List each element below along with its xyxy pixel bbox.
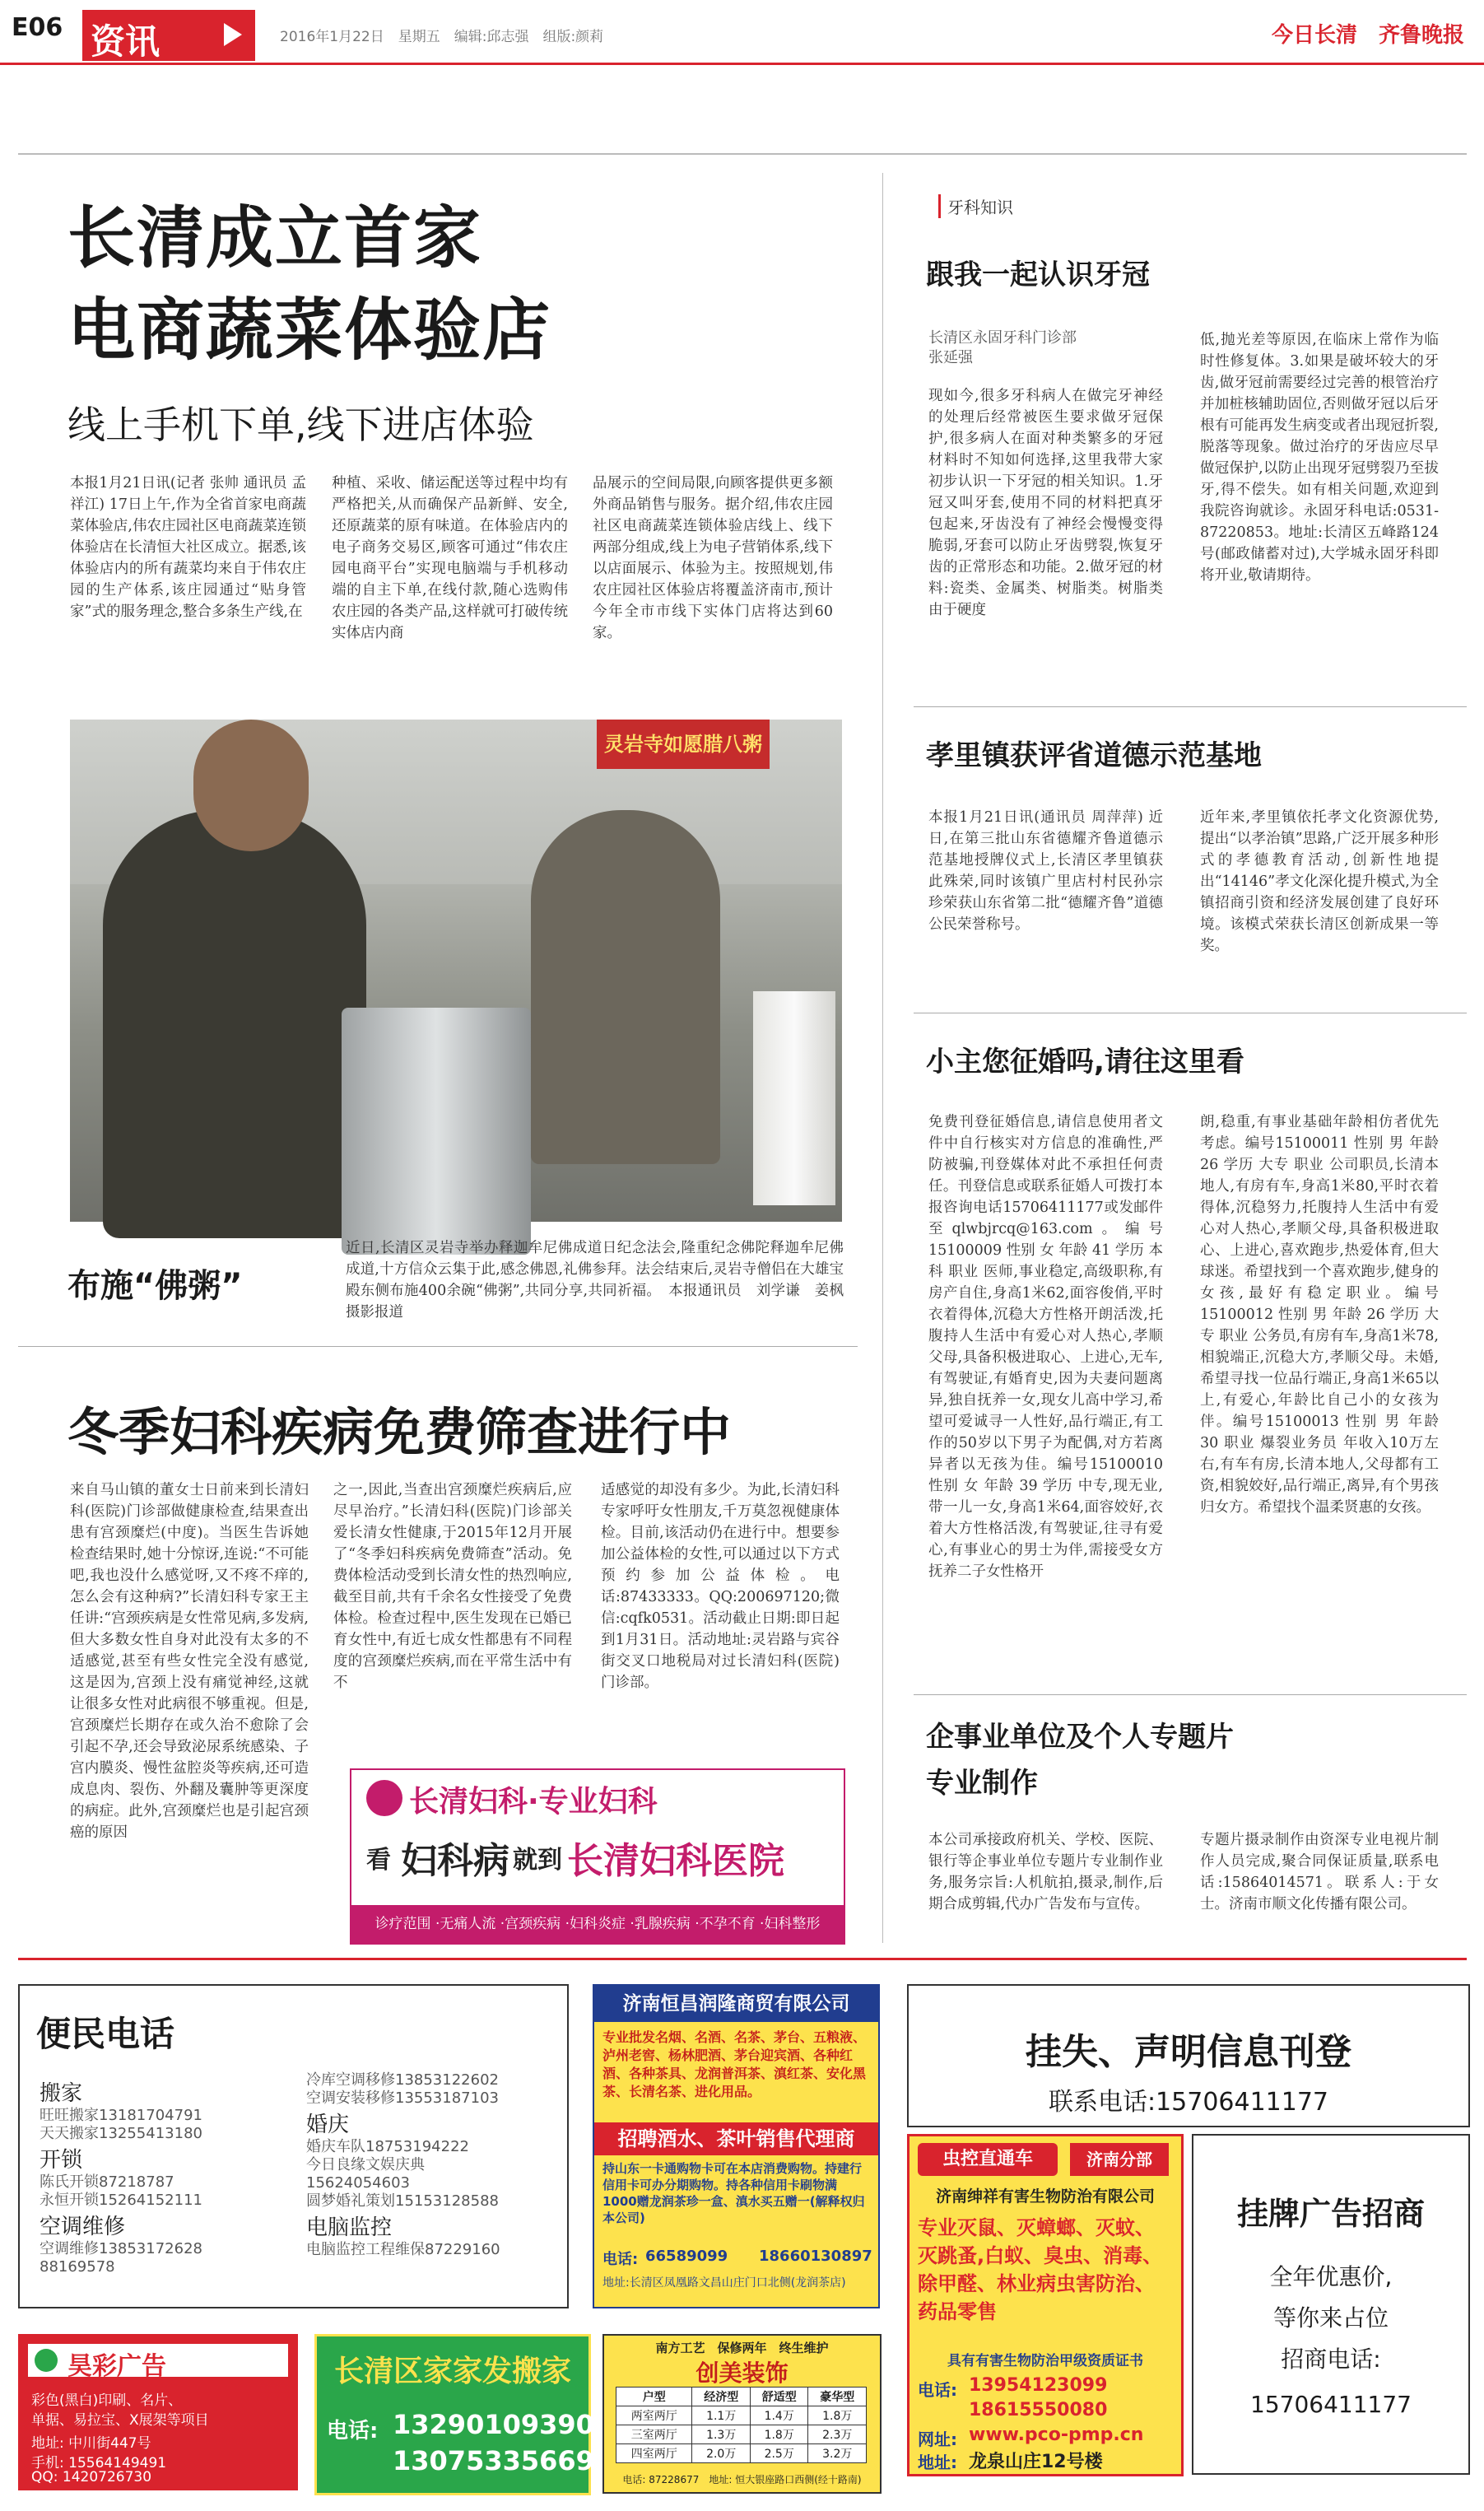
marriage-col1: 免费刊登征婚信息,请信息使用者文件中自行核实对方信息的准确性,严防被骗,刊登媒体对此不承担任何责任。刊登信息或联系征婚人可拨打本报咨询电话15706411177或发邮件至qlwbjrcq@163.com。编号15100009 性别 女 年龄 41 学历 本科 职业 医师,事业稳定,高级职称,有房产自住,身高1米62,面容俊俏,平时衣着得体,沉稳大方性格开朗活泼,托腹持人生活中有爱心对人热心,孝顺父母,具备积极进取心、上进心,无车,有驾驶证,有婚育史,因为夫妻问题离异,独自抚养一女,现女儿高中学习,希望可爱诚寻一人性好,品行端正,有工作的50岁以下男子为配偶,对方若离异者以无孩为佳。编号15100010 性别 女 年龄 39 学历 中专,现无业,带一儿一女,身高1米64,面容姣好,衣着大方性格活泼,有驾驶证,往寻有爱心,有事业心的男士为伴,需接受女方抚养二子女性格开 — [928, 1114, 1163, 1580]
table-cell: 三室两厅 — [616, 2425, 692, 2444]
classified-entry: 今日良缘文娱庆典 — [306, 2156, 425, 2173]
lead-title-2: 电商蔬菜体验店 — [67, 291, 552, 370]
ad-lost-title: 挂失、声明信息刊登 — [1026, 2031, 1351, 2073]
table-cell: 1.4万 — [750, 2406, 808, 2425]
ad-liquor-tel-label: 电话: — [602, 2251, 639, 2268]
ad-placement-title: 挂牌广告招商 — [1236, 2196, 1425, 2232]
ad-moving-tel-label: 电话: — [327, 2419, 379, 2443]
ad-moving-name: 长清区家家发搬家 — [333, 2355, 571, 2388]
table-cell: 两室两厅 — [616, 2406, 692, 2425]
company-title-2: 专业制作 — [926, 1767, 1038, 1800]
ad-deco — [602, 2334, 882, 2494]
classified-entry: 圆梦婚礼策划15153128588 — [306, 2192, 499, 2210]
table-cell: 1.1万 — [692, 2406, 751, 2425]
table-header: 豪华型 — [808, 2388, 867, 2406]
divider — [914, 706, 1467, 707]
classified-label: 开锁 — [40, 2148, 83, 2173]
village-col2: 近年来,孝里镇依托孝文化资源优势,提出“以孝治镇”思路,广泛开展多种形式的孝德教育活动,创新性地提出“14146”孝文化深化提升模式,为全镇招商引资和经济发展创建了良好环境。该模式荣获长清区创新成果一等奖。 — [1200, 809, 1439, 954]
ad-pest-tel1: 13954123099 — [969, 2375, 1108, 2396]
ad-liquor-promo: 持山东一卡通购物卡可在本店消费购物。持建行信用卡可办分期购物。持各种信用卡刷物满1000赠龙润茶珍一盒、滇水买五赠一(解释权归本公司) — [602, 2161, 865, 2225]
lead-col2: 种植、采收、储运配送等过程中均有严格把关,从而确保产品新鲜、安全,还原蔬菜的原有味道。在体验店内的电子商务交易区,顾客可通过“伟农庄园电商平台”实现电脑端与手机移动端的自主下单,在线付款,随心选购伟农庄园的各类产品,这样就可打破传统实体店内商 — [332, 475, 568, 641]
ad-deco-footer: 电话: 87228677 地址: 恒大银座路口西侧(经十路南) — [622, 2474, 862, 2485]
table-cell: 1.8万 — [808, 2406, 867, 2425]
divider — [18, 1346, 858, 1347]
photo-caption: 近日,长清区灵岩寺举办释迦牟尼佛成道日纪念法会,隆重纪念佛陀释迦牟尼佛成道,十方信众云集于此,感念佛恩,礼佛参拜。法会结束后,灵岩寺僧侣在大雄宝殿东侧布施400余碗“佛粥”,共同分享,共同祈福。 本报通讯员 刘学谦 姜枫 摄影报道 — [346, 1240, 858, 1321]
classified-entry: 15624054603 — [306, 2174, 410, 2192]
lead-title-1: 长清成立首家 — [67, 199, 483, 277]
table-row — [616, 2444, 867, 2463]
lead-subtitle: 线上手机下单,线下进店体验 — [67, 403, 534, 447]
classified-entry: 婚庆车队18753194222 — [306, 2138, 469, 2155]
classified-label: 婚庆 — [306, 2113, 350, 2137]
company-col2: 专题片摄录制作由资深专业电视片制作人员完成,聚合同保证质量,联系电话:15864014571。联系人:于女士。济南市顺文化传播有限公司。 — [1200, 1832, 1439, 1912]
ad-pest — [907, 2134, 1184, 2476]
table-row — [616, 2425, 867, 2444]
divider — [914, 1694, 1467, 1695]
health-col2: 之一,因此,当查出宫颈糜烂疾病后,应尽早治疗。”长清妇科(医院)门诊部关爱长清女性健康,于2015年12月开展了“冬季妇科疾病免费筛查”活动。免费体检活动受到长清女性的热烈响应,截至目前,共有千余名女性接受了免费体检。检查过程中,医生发现在已婚已育女性中,有近七成女性都患有不同程度的宫颈糜烂疾病,而在平常生活中有不 — [333, 1482, 572, 1691]
ad-pest-tel-label: 电话: — [918, 2380, 957, 2400]
hospital-ad-word1: 看 — [366, 1846, 391, 1875]
ad-pest-badge: 虫控直通车 — [918, 2143, 1058, 2176]
table-header: 户型 — [616, 2388, 692, 2406]
table-cell: 2.3万 — [808, 2425, 867, 2444]
hospital-logo-icon — [366, 1780, 402, 1816]
teeth-col1: 现如今,很多牙科病人在做完牙神经的处理后经常被医生要求做牙冠保护,很多病人在面对种类繁多的牙冠材料时不知如何选择,这里我带大家初步认识一下牙冠的相关知识。1.牙冠又叫牙套,使用不同的材料把真牙包起来,牙齿没有了神经会慢慢变得脆弱,牙套可以防止牙齿劈裂,恢复牙齿的正常形态和功能。2.做牙冠的材料:瓷类、金属类、树脂类。树脂类由于硬度 — [928, 388, 1163, 618]
table-cell: 1.8万 — [750, 2425, 808, 2444]
marriage-title: 小主您征婚吗,请往这里看 — [926, 1046, 1244, 1078]
ad-placement — [1192, 2134, 1470, 2475]
ad-pest-web-label: 网址: — [918, 2429, 957, 2449]
ad-deco-name: 创美装饰 — [695, 2360, 789, 2387]
table-cell: 1.3万 — [692, 2425, 751, 2444]
classified-label: 空调维修 — [40, 2215, 126, 2239]
company-title-1: 企事业单位及个人专题片 — [926, 1721, 1234, 1754]
teeth-column-tag: 牙科知识 — [938, 194, 1013, 218]
divider — [18, 153, 1467, 155]
teeth-col2: 低,抛光差等原因,在临床上常作为临时性修复体。3.如果是破坏较大的牙齿,做牙冠前需要经过完善的根管治疗并加桩核辅助固位,否则做牙冠以后牙根有可能再发生病变或者出现冠折裂,脱落等现象。做过治疗的牙齿应尽早做冠保护,以防止出现牙冠劈裂乃至拔牙,得不偿失。如有相关问题,欢迎到我院咨询就诊。永固牙科电话:0531-87220853。地址:长清区五峰路124号(邮政储蓄对过),大学城永固牙科即将开业,敬请期待。 — [1200, 332, 1439, 584]
hospital-ad-word3: 就到 — [513, 1846, 562, 1875]
table-row — [616, 2406, 867, 2425]
arrow-right-icon — [224, 23, 242, 46]
ad-placement-tel: 15706411177 — [1250, 2391, 1412, 2418]
photo-title: 布施“佛粥” — [67, 1267, 243, 1305]
classifieds-title: 便民电话 — [36, 2014, 175, 2054]
hospital-ad-services: 诊疗范围 ·无痛人流 ·宫颈疾病 ·妇科炎症 ·乳腺疾病 ·不孕不育 ·妇科整形 — [351, 1905, 844, 1943]
hospital-ad-word2: 妇科病 — [401, 1840, 509, 1882]
classified-label: 电脑监控 — [306, 2215, 393, 2240]
classified-entry: 天天搬家13255413180 — [40, 2125, 202, 2142]
ad-pest-address: 龙泉山庄12号楼 — [969, 2452, 1103, 2472]
classifieds-col2 — [306, 2071, 553, 2259]
marriage-col2: 朗,稳重,有事业基础年龄相仿者优先考虑。编号15100011 性别 男 年龄 26 学历 大专 职业 公司职员,长清本地人,有房有车,身高1米80,平时衣着得体,沉稳努力,托腹持人生活中有爱心对人热心,孝顺父母,具备积极进取心、上进心,喜欢跑步,热爱体育,但大球迷。希望找到一个喜欢跑步,健身的女孩,最好有稳定职业。编号15100012 性别 男 年龄 26 学历 大专 职业 公务员,有房有车,身高1米78,相貌端正,沉稳大方,孝顺父母。未婚,希望寻找一位品行端正,身高1米65以上,有爱心,年龄比自己小的女孩为伴。编号15100013 性别 男 年龄 30 职业 爆裂业务员 年收入10万左右,有车有房,长清本地人,父母都有工资,相貌姣好,品行端正,离异,有个男孩归女方。希望找个温柔贤惠的女孩。 — [1200, 1114, 1439, 1516]
classified-entry: 空调安装移修13553187103 — [306, 2089, 499, 2107]
table-cell: 3.2万 — [808, 2444, 867, 2463]
company-col1: 本公司承接政府机关、学校、医院、银行等企事业单位专题片专业制作业务,服务宗旨:人机航拍,摄录,制作,后期合成剪辑,代办广告发布与宣传。 — [928, 1832, 1163, 1912]
hospital-ad — [350, 1768, 845, 1945]
classified-label: 搬家 — [40, 2081, 83, 2106]
teeth-title: 跟我一起认识牙冠 — [926, 259, 1150, 291]
classified-entry: 陈氏开锁87218787 — [40, 2173, 174, 2191]
classifieds-col1 — [40, 2076, 286, 2276]
lead-col3: 品展示的空间局限,向顾客提供更多额外商品销售与服务。据介绍,伟农庄园社区电商蔬菜连锁体验店线上、线下两部分组成,线上为电子营销体系,线下以店面展示、体验为主。按照规划,伟农庄园社区体验店将覆盖济南市,预计今年全市市线下实体门店将达到60家。 — [593, 475, 833, 641]
ad-liquor-tel1: 66589099 — [645, 2248, 728, 2265]
section-tag — [82, 10, 255, 61]
ad-moving — [314, 2334, 594, 2495]
ads-rule — [18, 1958, 1467, 1960]
classified-entry: 冷库空调移修13853122602 — [306, 2071, 499, 2089]
ad-haocai — [18, 2334, 298, 2490]
table-row — [616, 2388, 867, 2406]
classifieds-box — [18, 1984, 569, 2308]
ad-deco-price-table — [616, 2387, 867, 2463]
ad-pest-branch: 济南分部 — [1070, 2143, 1169, 2176]
classified-entry: 永恒开锁15264152111 — [40, 2192, 202, 2209]
ad-haocai-line2: 单据、易拉宝、X展架等项目 — [31, 2412, 209, 2429]
ad-pest-company: 济南绅祥有害生物防治有限公司 — [935, 2187, 1155, 2206]
ad-haocai-name: 昊彩广告 — [67, 2352, 166, 2381]
village-col1: 本报1月21日讯(通讯员 周萍萍) 近日,在第三批山东省德耀齐鲁道德示范基地授牌仪式上,长清区孝里镇获此殊荣,同时该镇广里店村村民孙宗珍荣获山东省第二批“德耀齐鲁”道德公民荣誉称号。 — [928, 809, 1163, 933]
classified-entry: 电脑监控工程维保87229160 — [306, 2241, 500, 2258]
ad-placement-line1: 全年优惠价, — [1269, 2263, 1393, 2290]
page-number: E06 — [12, 13, 63, 42]
ad-deco-slogan: 南方工艺 保修两年 终生维护 — [655, 2341, 829, 2355]
ad-moving-tel2: 13075335669 — [393, 2445, 594, 2476]
ad-liquor — [593, 1984, 880, 2308]
table-header: 舒适型 — [750, 2388, 808, 2406]
masthead: 今日长清 齐鲁晚报 — [1271, 23, 1464, 48]
section-label: 资讯 — [91, 21, 160, 62]
ad-haocai-phone: 手机: 15564149491 — [31, 2455, 167, 2471]
photo-monks-porridge — [70, 720, 842, 1222]
ad-haocai-qq: QQ: 1420726730 — [31, 2469, 152, 2485]
header-rule — [0, 63, 1484, 65]
ad-pest-services: 专业灭鼠、灭蟑螂、灭蚊、灭跳蚤,白蚁、臭虫、消毒、除甲醛、林业病虫害防治、药品零售 — [918, 2216, 1163, 2323]
health-col3: 适感觉的却没有多少。为此,长清妇科专家呼吁女性朋友,千万莫忽视健康体检。目前,该活动仍在进行中。想要参加公益体检的女性,可以通过以下方式预约参加公益体检。电话:87433333。QQ:200697120;微信:cqfk0531。活动截止日期:即日起到1月31日。活动地址:灵岩路与宾谷街交叉口地税局对过长清妇科(医院)门诊部。 — [601, 1482, 840, 1691]
haocai-logo-icon — [35, 2349, 58, 2372]
hospital-ad-line1: 长清妇科·专业妇科 — [409, 1785, 658, 1819]
health-col1: 来自马山镇的董女士日前来到长清妇科(医院)门诊部做健康检查,结果查出患有宫颈糜烂(中度)。当医生告诉她检查结果时,她十分惊讶,连说:“不可能吧,我也没什么感觉呀,又不疼不痒的,怎么会有这种病?”长清妇科专家王主任讲:“宫颈疾病是女性常见病,多发病,但大多数女性自身对此没有太多的不适感觉,甚至有些女性完全没有感觉,这是因为,宫颈上没有痛觉神经,这就让很多女性对此病很不够重视。但是,宫颈糜烂长期存在或久治不愈除了会引起不孕,还会导致泌尿系统感染、子宫内膜炎、慢性盆腔炎等疾病,还可造成息肉、裂伤、外翻及囊肿等更深度的病症。此外,宫颈糜烂也是引起宫颈癌的原因 — [70, 1482, 309, 1841]
ad-lost-notice — [907, 1984, 1470, 2127]
classified-entry: 空调维修13853172628 — [40, 2240, 202, 2257]
column-divider — [882, 173, 883, 1943]
ad-liquor-body: 专业批发名烟、名酒、名茶、茅台、五粮液、泸州老窖、杨林肥酒、茅台迎宾酒、各种红酒、各种茶具、龙润普洱茶、滇红茶、安化黑茶、长清名茶、进化用品。 — [602, 2029, 867, 2099]
table-header: 经济型 — [692, 2388, 751, 2406]
ad-placement-line3: 招商电话: — [1281, 2346, 1381, 2373]
hospital-ad-name: 长清妇科医院 — [567, 1840, 784, 1882]
classified-entry: 旺旺搬家13181704791 — [40, 2107, 202, 2124]
teeth-byline-2: 张延强 — [928, 349, 973, 366]
village-title: 孝里镇获评省道德示范基地 — [926, 739, 1262, 772]
ad-haocai-address: 地址: 中川街447号 — [31, 2435, 151, 2452]
health-title: 冬季妇科疾病免费筛查进行中 — [67, 1402, 732, 1462]
ad-pest-cert: 具有有害生物防治甲级资质证书 — [947, 2353, 1143, 2369]
ad-liquor-company: 济南恒昌润隆商贸有限公司 — [594, 1986, 878, 2022]
table-cell: 2.5万 — [750, 2444, 808, 2463]
table-cell: 四室两厅 — [616, 2444, 692, 2463]
ad-pest-tel2: 18615550080 — [969, 2400, 1108, 2420]
ad-haocai-line1: 彩色(黑白)印刷、名片、 — [31, 2392, 183, 2409]
ad-liquor-banner: 招聘酒水、茶叶销售代理商 — [594, 2122, 878, 2155]
teeth-byline-1: 长清区永固牙科门诊部 — [928, 329, 1077, 347]
ad-moving-tel1: 13290109390 — [393, 2409, 594, 2440]
ad-pest-addr-label: 地址: — [918, 2453, 957, 2472]
ad-liquor-address: 地址:长清区凤凰路文昌山庄门口北侧(龙润茶店) — [602, 2276, 846, 2290]
classified-entry: 88169578 — [40, 2258, 115, 2276]
ad-liquor-tel2: 18660130897 — [759, 2248, 872, 2265]
table-cell: 2.0万 — [692, 2444, 751, 2463]
ad-lost-tel: 联系电话:15706411177 — [1048, 2088, 1329, 2117]
lead-col1: 本报1月21日讯(记者 张帅 通讯员 孟祥江) 17日上午,作为全省首家电商蔬菜体验店,伟农庄园社区电商蔬菜连锁体验店在长清恒大社区成立。据悉,该体验店内的所有蔬菜均来自于伟农庄园的生产体系,该庄园通过“贴身管家”式的服务理念,整合多条生产线,在 — [70, 475, 306, 620]
ad-pest-web: www.pco-pmp.cn — [969, 2425, 1144, 2445]
issue-meta: 2016年1月22日 星期五 编辑:邱志强 组版:颜莉 — [280, 29, 604, 45]
ad-placement-line2: 等你来占位 — [1272, 2304, 1389, 2332]
photo-banner: 灵岩寺如愿腊八粥 — [597, 720, 770, 769]
